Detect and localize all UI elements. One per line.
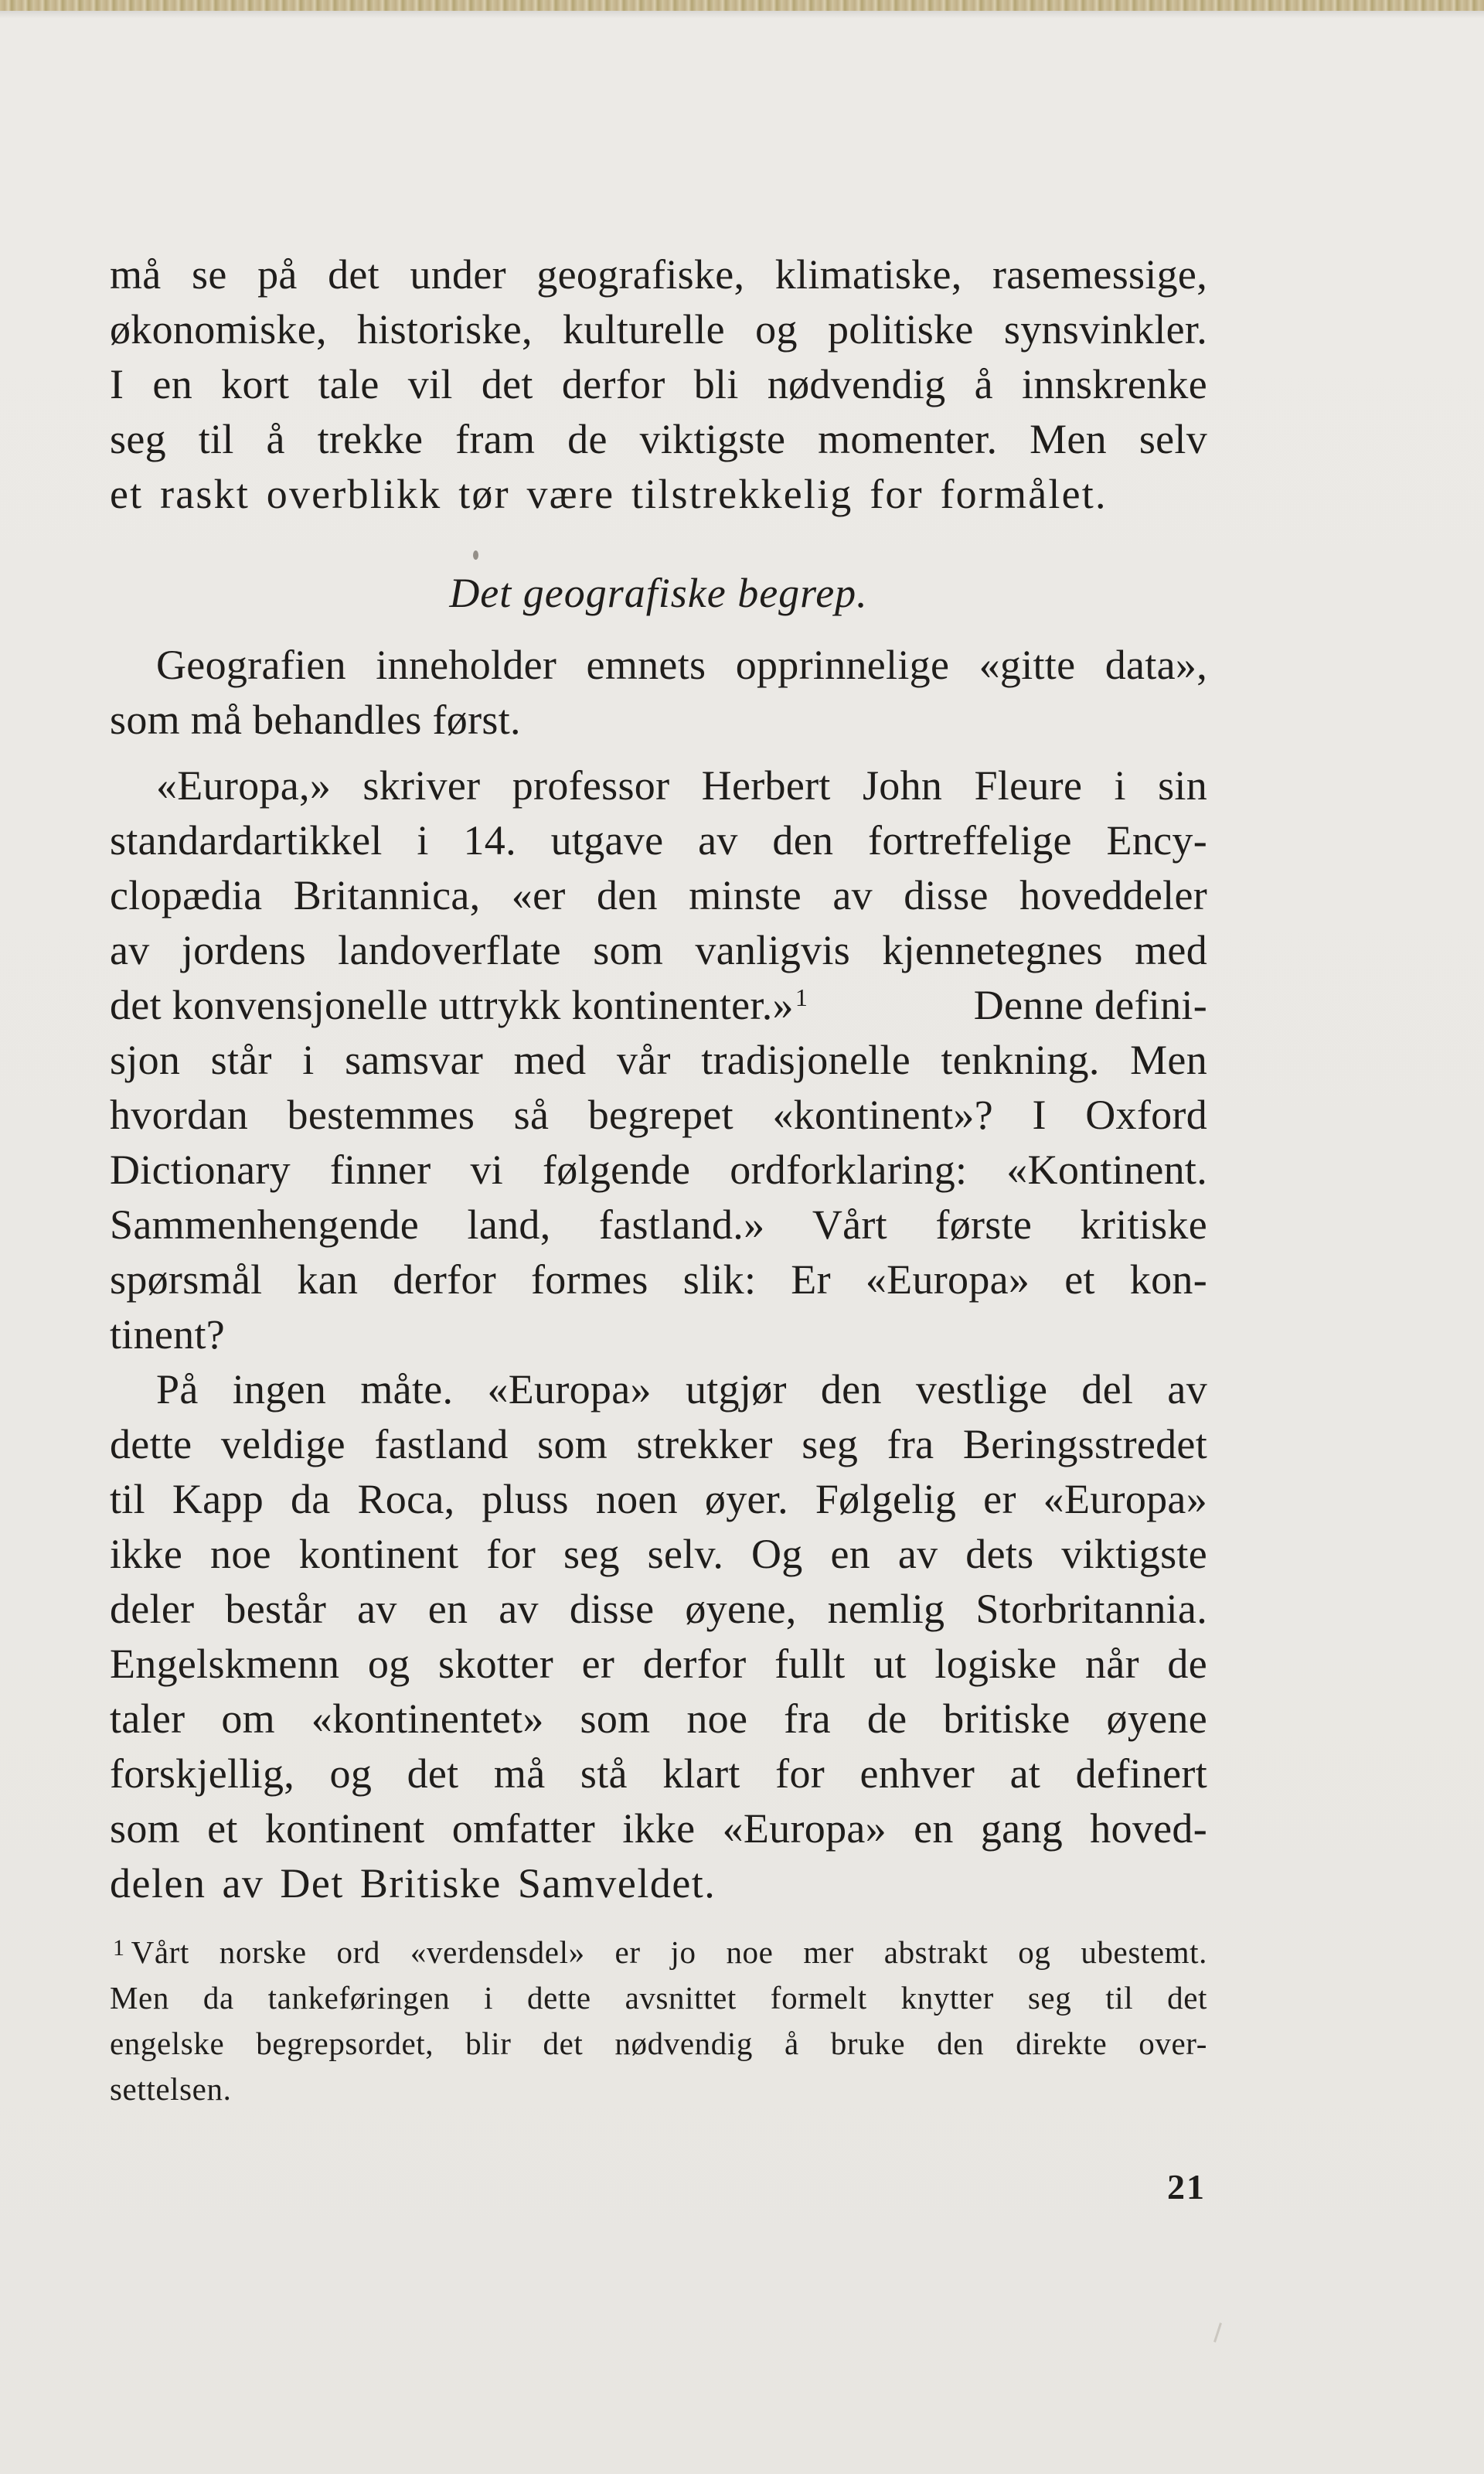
text-line: I en kort tale vil det derfor bli nødvendig å innskrenke <box>110 361 1207 407</box>
footnote-line: $^1$ Vårt norske ord «verdensdel» er jo noe mer abstrakt og ubestemt. <box>113 1934 1207 1970</box>
text-line: til Kapp da Roca, pluss noen øyer. Følgelig er «Europa» <box>110 1476 1207 1522</box>
text-line: Engelskmenn og skotter er derfor fullt ut logiske når de <box>110 1641 1207 1687</box>
paragraph-3 <box>110 758 1207 1362</box>
text-line: må se på det under geografiske, klimatiske, rasemessige, <box>110 251 1207 298</box>
text-line: delen av Det Britiske Samveldet. <box>110 1860 716 1907</box>
text-line: tinent? <box>110 1311 226 1358</box>
footnote-line: settelsen. <box>110 2071 232 2107</box>
page-top-edge <box>0 0 1484 11</box>
paragraph-1 <box>110 247 1207 522</box>
section-heading: Det geografiske begrep. <box>449 570 868 616</box>
text-line: clopædia Britannica, «er den minste av disse hoveddeler <box>110 872 1207 918</box>
text-line: sjon står i samsvar med vår tradisjonelle tenkning. Men <box>110 1037 1207 1083</box>
text-line: økonomiske, historiske, kulturelle og politiske synsvinkler. <box>110 306 1207 353</box>
text-line: et raskt overblikk tør være tilstrekkelig for formålet. <box>110 471 1108 517</box>
footnote-line: Men da tankeføringen i dette avsnittet formelt knytter seg til det <box>110 1980 1207 2016</box>
text-line: som et kontinent omfatter ikke «Europa» en gang hoved- <box>110 1805 1207 1852</box>
ink-speck <box>473 550 478 560</box>
text-line: Geografien inneholder emnets opprinnelige «gitte data», <box>156 642 1207 688</box>
footnote-marker: 1 <box>113 1935 125 1961</box>
page-top-shadow <box>0 11 1484 19</box>
text-line: standardartikkel i 14. utgave av den fortreffelige Ency- <box>110 817 1207 864</box>
text-line: som må behandles først. <box>110 697 521 743</box>
paper-scratch <box>1213 2322 1222 2343</box>
page-number: 21 <box>1167 2167 1206 2206</box>
text-line: Dictionary finner vi følgende ordforklaring: «Kontinent. <box>110 1147 1207 1193</box>
body-text <box>110 247 1207 2112</box>
footnote-reference[interactable]: 1 <box>795 983 808 1011</box>
text-line: seg til å trekke fram de viktigste momenter. Men selv <box>110 416 1207 462</box>
text-line: deler består av en av disse øyene, nemlig Storbritannia. <box>110 1586 1207 1632</box>
text-line: taler om «kontinentet» som noe fra de britiske øyene <box>110 1695 1207 1742</box>
paragraph-2 <box>110 638 1207 748</box>
footnotes <box>110 1930 1207 2112</box>
paragraph-4 <box>110 1362 1207 1911</box>
text-line-part: Denne defini- <box>973 982 1207 1028</box>
text-line: av jordens landoverflate som vanligvis kjennetegnes med <box>110 927 1207 973</box>
text-line: spørsmål kan derfor formes slik: Er «Europa» et kon- <box>110 1256 1207 1303</box>
text-line <box>110 978 1207 1033</box>
text-line: dette veldige fastland som strekker seg fra Beringsstredet <box>110 1421 1207 1467</box>
footnote-line: engelske begrepsordet, blir det nødvendig å bruke den direkte over- <box>110 2026 1207 2061</box>
text-line: ikke noe kontinent for seg selv. Og en av dets viktigste <box>110 1531 1207 1577</box>
text-line: På ingen måte. «Europa» utgjør den vestlige del av <box>156 1366 1207 1412</box>
text-line: «Europa,» skriver professor Herbert John Fleure i sin <box>156 762 1207 809</box>
text-line: forskjellig, og det må stå klart for enhver at definert <box>110 1750 1207 1797</box>
text-line-part: det konvensjonelle uttrykk kontinenter.»$^1$ <box>110 982 808 1028</box>
text-line: hvordan bestemmes så begrepet «kontinent»? I Oxford <box>110 1092 1207 1138</box>
text-line: Sammenhengende land, fastland.» Vårt første kritiske <box>110 1201 1207 1248</box>
